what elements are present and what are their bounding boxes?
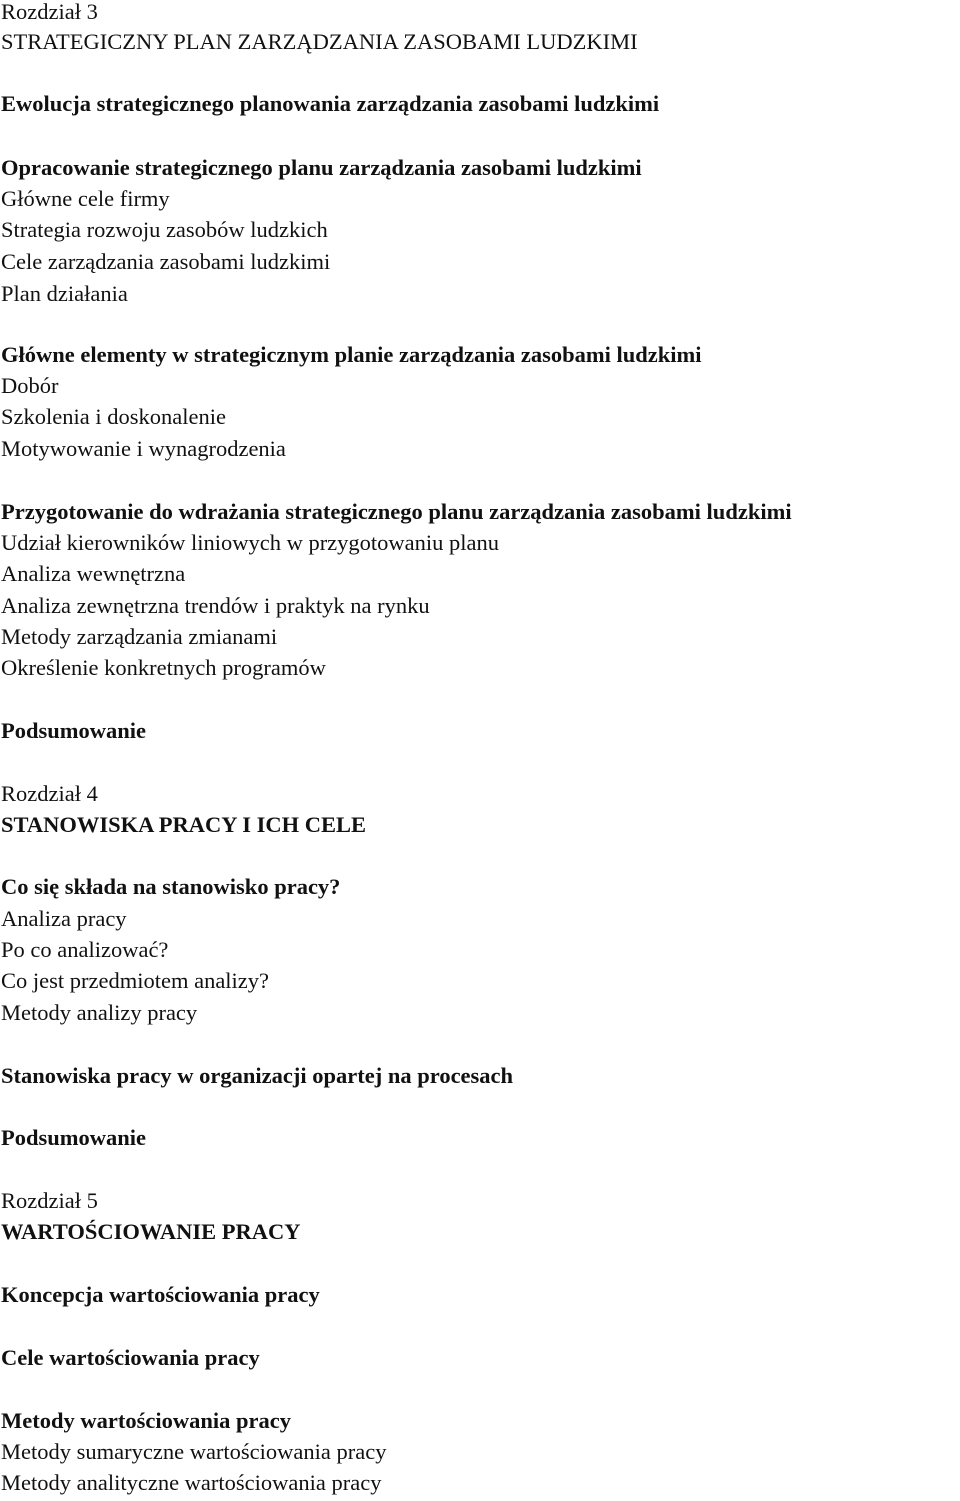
chapter-label: Rozdział 5 bbox=[1, 1188, 98, 1213]
list-item: Plan działania bbox=[1, 281, 128, 306]
list-item: Metody zarządzania zmianami bbox=[1, 624, 278, 649]
section-heading: Co się składa na stanowisko pracy? bbox=[1, 874, 341, 899]
list-item: Główne cele firmy bbox=[1, 186, 170, 211]
list-item: Analiza wewnętrzna bbox=[1, 561, 186, 586]
list-item: Co jest przedmiotem analizy? bbox=[1, 968, 270, 993]
section-heading: Metody wartościowania pracy bbox=[1, 1408, 291, 1433]
list-item: Szkolenia i doskonalenie bbox=[1, 404, 226, 429]
chapter-label: Rozdział 4 bbox=[1, 781, 98, 806]
section-heading: Przygotowanie do wdrażania strategicznego planu zarządzania zasobami ludzkimi bbox=[1, 499, 792, 524]
list-item: Metody analizy pracy bbox=[1, 1000, 198, 1025]
chapter-title: STANOWISKA PRACY I ICH CELE bbox=[1, 812, 367, 837]
list-item: Analiza zewnętrzna trendów i praktyk na rynku bbox=[1, 593, 430, 618]
list-item: Udział kierowników liniowych w przygotowaniu planu bbox=[1, 530, 500, 555]
list-item: Metody sumaryczne wartościowania pracy bbox=[1, 1439, 387, 1464]
list-item: Po co analizować? bbox=[1, 937, 169, 962]
list-item: Strategia rozwoju zasobów ludzkich bbox=[1, 217, 328, 242]
list-item: Dobór bbox=[1, 373, 59, 398]
section-heading: Podsumowanie bbox=[1, 1125, 147, 1150]
list-item: Określenie konkretnych programów bbox=[1, 655, 326, 680]
chapter-label: Rozdział 3 bbox=[1, 0, 98, 24]
list-item: Analiza pracy bbox=[1, 906, 127, 931]
chapter-title: STRATEGICZNY PLAN ZARZĄDZANIA ZASOBAMI LUDZKIMI bbox=[1, 29, 638, 54]
list-item: Cele zarządzania zasobami ludzkimi bbox=[1, 249, 331, 274]
section-heading: Ewolucja strategicznego planowania zarządzania zasobami ludzkimi bbox=[1, 91, 660, 116]
section-heading: Podsumowanie bbox=[1, 718, 147, 743]
section-heading: Stanowiska pracy w organizacji opartej na procesach bbox=[1, 1063, 514, 1088]
list-item: Metody analityczne wartościowania pracy bbox=[1, 1470, 382, 1495]
section-heading: Cele wartościowania pracy bbox=[1, 1345, 260, 1370]
section-heading: Główne elementy w strategicznym planie zarządzania zasobami ludzkimi bbox=[1, 342, 702, 367]
chapter-title: WARTOŚCIOWANIE PRACY bbox=[1, 1219, 301, 1244]
section-heading: Koncepcja wartościowania pracy bbox=[1, 1282, 320, 1307]
section-heading: Opracowanie strategicznego planu zarządzania zasobami ludzkimi bbox=[1, 155, 642, 180]
list-item: Motywowanie i wynagrodzenia bbox=[1, 436, 286, 461]
